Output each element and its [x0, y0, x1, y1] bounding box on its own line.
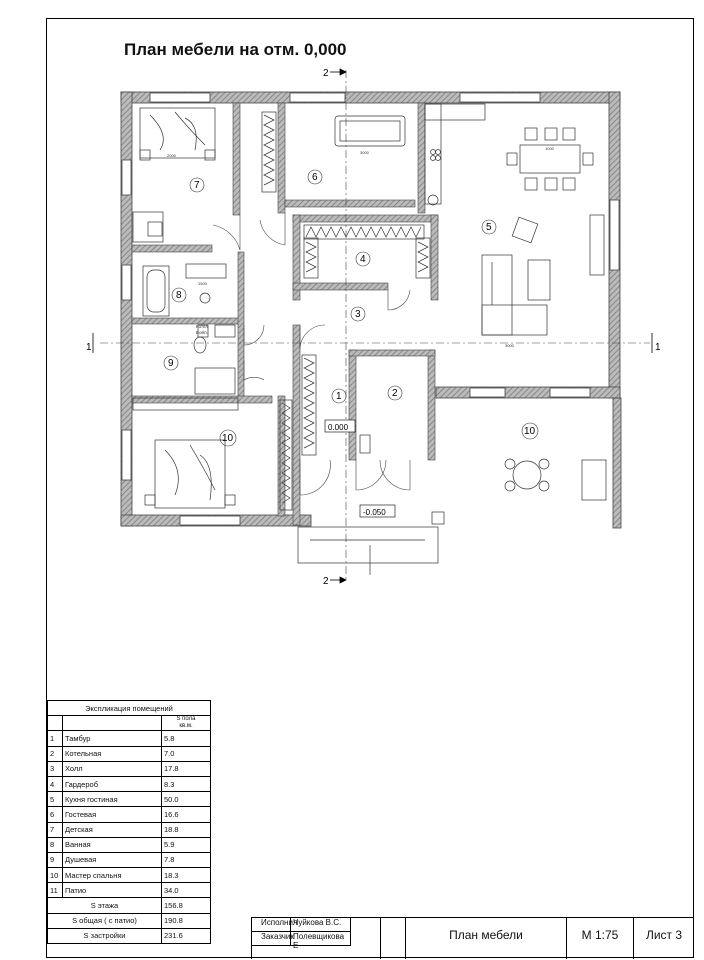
label-boiler-2: Бойл. — [196, 330, 208, 335]
bed-room-10 — [145, 440, 235, 508]
explication-cell-name: Мастер спальня — [63, 868, 162, 883]
living-sofa — [482, 215, 604, 335]
explication-row — [48, 792, 211, 807]
stamp-role-2: Заказчик — [251, 932, 291, 946]
explication-row — [48, 746, 211, 761]
room-number-7: 7 — [194, 180, 200, 191]
explication-cell-area: 5.8 — [162, 731, 211, 746]
explication-total-name: S этажа — [48, 898, 162, 913]
explication-cell-area: 34.0 — [162, 883, 211, 898]
explication-cell-area: 18.8 — [162, 822, 211, 837]
section-mark-right: 1 — [655, 342, 661, 353]
explication-row — [48, 852, 211, 867]
room-number-9: 9 — [168, 358, 174, 369]
stamp-scale: М 1:75 — [566, 918, 634, 959]
explication-cell-name: Ванная — [63, 837, 162, 852]
stamp-sheet-title: План мебели — [449, 928, 523, 942]
explication-row — [48, 776, 211, 791]
dim-bed: 2000 — [167, 153, 176, 158]
stamp-person-2: Полевщикова Е — [291, 932, 351, 946]
shower-room-9 — [194, 325, 235, 394]
title-block — [251, 917, 694, 959]
explication-row — [48, 761, 211, 776]
explication-col-unit: кв.м. — [179, 723, 193, 730]
dim-living: 3000 — [505, 343, 514, 348]
explication-cell-area: 17.8 — [162, 761, 211, 776]
explication-cell-name: Душевая — [63, 852, 162, 867]
explication-cell-n: 4 — [48, 776, 63, 791]
room-number-3: 3 — [355, 309, 361, 320]
explication-table — [47, 700, 211, 944]
section-mark-top: 2 — [323, 68, 329, 79]
patio-table — [432, 459, 606, 524]
boiler-unit — [360, 435, 370, 453]
explication-total-area: 190.8 — [162, 913, 211, 928]
explication-total-row — [48, 898, 211, 913]
dim-sofa: 3000 — [360, 150, 369, 155]
explication-cell-n: 1 — [48, 731, 63, 746]
explication-total-row — [48, 913, 211, 928]
explication-cell-area: 18.3 — [162, 868, 211, 883]
explication-cell-n: 6 — [48, 807, 63, 822]
explication-cell-n: 10 — [48, 868, 63, 883]
stamp-role-1: Исполнил — [251, 918, 291, 932]
explication-row — [48, 807, 211, 822]
section-mark-bottom: 2 — [323, 576, 329, 587]
dim-bath: 1500 — [198, 281, 207, 286]
outer-walls — [121, 92, 621, 528]
explication-cell-n: 2 — [48, 746, 63, 761]
explication-cell-area: 16.6 — [162, 807, 211, 822]
explication-total-row — [48, 928, 211, 943]
explication-cell-name: Детская — [63, 822, 162, 837]
room-number-4: 4 — [360, 254, 366, 265]
explication-cell-name: Патио — [63, 883, 162, 898]
explication-cell-n: 3 — [48, 761, 63, 776]
room-number-2: 2 — [392, 388, 398, 399]
dim-table: 1000 — [545, 146, 554, 151]
dining-table — [507, 128, 593, 190]
explication-cell-n: 11 — [48, 883, 63, 898]
stamp-sheet-number: Лист 3 — [645, 928, 683, 942]
room-number-1: 1 — [336, 391, 342, 402]
explication-cell-name: Тамбур — [63, 731, 162, 746]
interior-walls — [132, 103, 438, 525]
explication-total-area: 231.6 — [162, 928, 211, 943]
plan-title: План мебели на отм. 0,000 — [124, 40, 347, 59]
entrance-steps — [298, 527, 438, 575]
explication-cell-n: 9 — [48, 852, 63, 867]
sofa-room-6 — [335, 116, 405, 146]
kitchen-counter — [425, 104, 485, 205]
explication-row — [48, 868, 211, 883]
bed-room-7 — [140, 108, 215, 160]
explication-total-name: S застройки — [48, 928, 162, 943]
explication-cell-area: 50.0 — [162, 792, 211, 807]
explication-cell-n: 8 — [48, 837, 63, 852]
explication-cell-area: 8.3 — [162, 776, 211, 791]
room-number-6: 6 — [312, 172, 318, 183]
label-boiler: Котел — [196, 324, 209, 329]
explication-cell-name: Гардероб — [63, 776, 162, 791]
explication-total-area: 156.8 — [162, 898, 211, 913]
explication-cell-n: 5 — [48, 792, 63, 807]
explication-cell-name: Котельная — [63, 746, 162, 761]
explication-row — [48, 883, 211, 898]
explication-cell-name: Гостевая — [63, 807, 162, 822]
explication-cell-area: 7.8 — [162, 852, 211, 867]
explication-cell-area: 7.0 — [162, 746, 211, 761]
level-mark-minus: -0.050 — [363, 508, 386, 517]
stamp-person-1: Чуйкова В.С. — [291, 918, 351, 932]
explication-header: Экспликация помещений — [48, 701, 211, 716]
explication-row — [48, 731, 211, 746]
explication-cell-name: Холл — [63, 761, 162, 776]
explication-col-area: S пола — [176, 716, 196, 723]
bath-room-8 — [143, 264, 226, 316]
explication-total-name: S общая ( с патио) — [48, 913, 162, 928]
room-number-5: 5 — [486, 222, 492, 233]
section-mark-left: 1 — [86, 342, 92, 353]
explication-row — [48, 837, 211, 852]
room-number-10-patio: 10 — [524, 426, 536, 437]
explication-cell-name: Кухня гостиная — [63, 792, 162, 807]
explication-cell-area: 5.9 — [162, 837, 211, 852]
desk-room-7 — [133, 212, 163, 242]
explication-row — [48, 822, 211, 837]
room-number-8: 8 — [176, 290, 182, 301]
explication-cell-n: 7 — [48, 822, 63, 837]
level-mark-0: 0.000 — [328, 423, 349, 432]
room-number-10: 10 — [222, 433, 234, 444]
